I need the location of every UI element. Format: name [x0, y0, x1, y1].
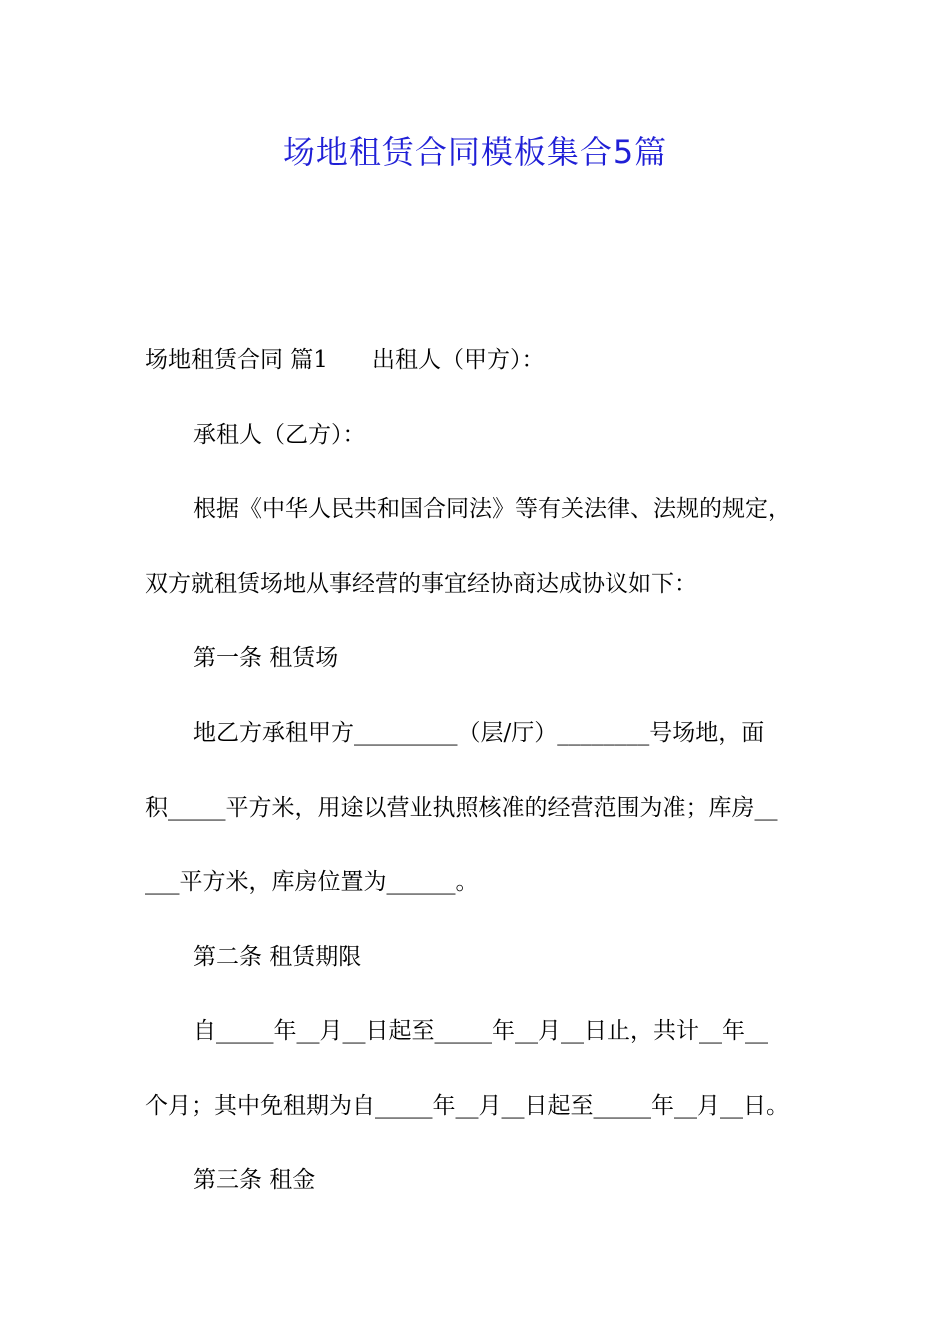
paragraph-line: 双方就租赁场地从事经营的事宜经协商达成协议如下： — [145, 571, 697, 597]
article-heading: 第三条 租金 — [193, 1167, 316, 1193]
article-heading: 第一条 租赁场 — [193, 645, 339, 671]
paragraph-line: 积_____平方米，用途以营业执照核准的经营范围为准；库房__ — [145, 795, 778, 821]
paragraph-line: 根据《中华人民共和国合同法》等有关法律、法规的规定， — [193, 496, 791, 522]
lessor-label: 出租人（甲方）： — [371, 347, 545, 373]
contract-line-1 — [145, 345, 815, 375]
document-title: 场地租赁合同模板集合5篇 — [282, 133, 668, 171]
paragraph-line: 自_____年__月__日起至_____年__月__日止，共计__年__ — [193, 1018, 768, 1044]
contract-heading: 场地租赁合同 篇1 — [145, 347, 328, 373]
article-heading: 第二条 租赁期限 — [193, 944, 362, 970]
lessee-label: 承租人（乙方）： — [193, 422, 366, 448]
paragraph-line: ___平方米，库房位置为______。 — [145, 869, 479, 895]
paragraph-line: 个月；其中免租期为自_____年__月__日起至_____年__月__日。 — [145, 1093, 789, 1119]
paragraph-line: 地乙方承租甲方_________（层/厅）________号场地，面 — [193, 720, 765, 746]
